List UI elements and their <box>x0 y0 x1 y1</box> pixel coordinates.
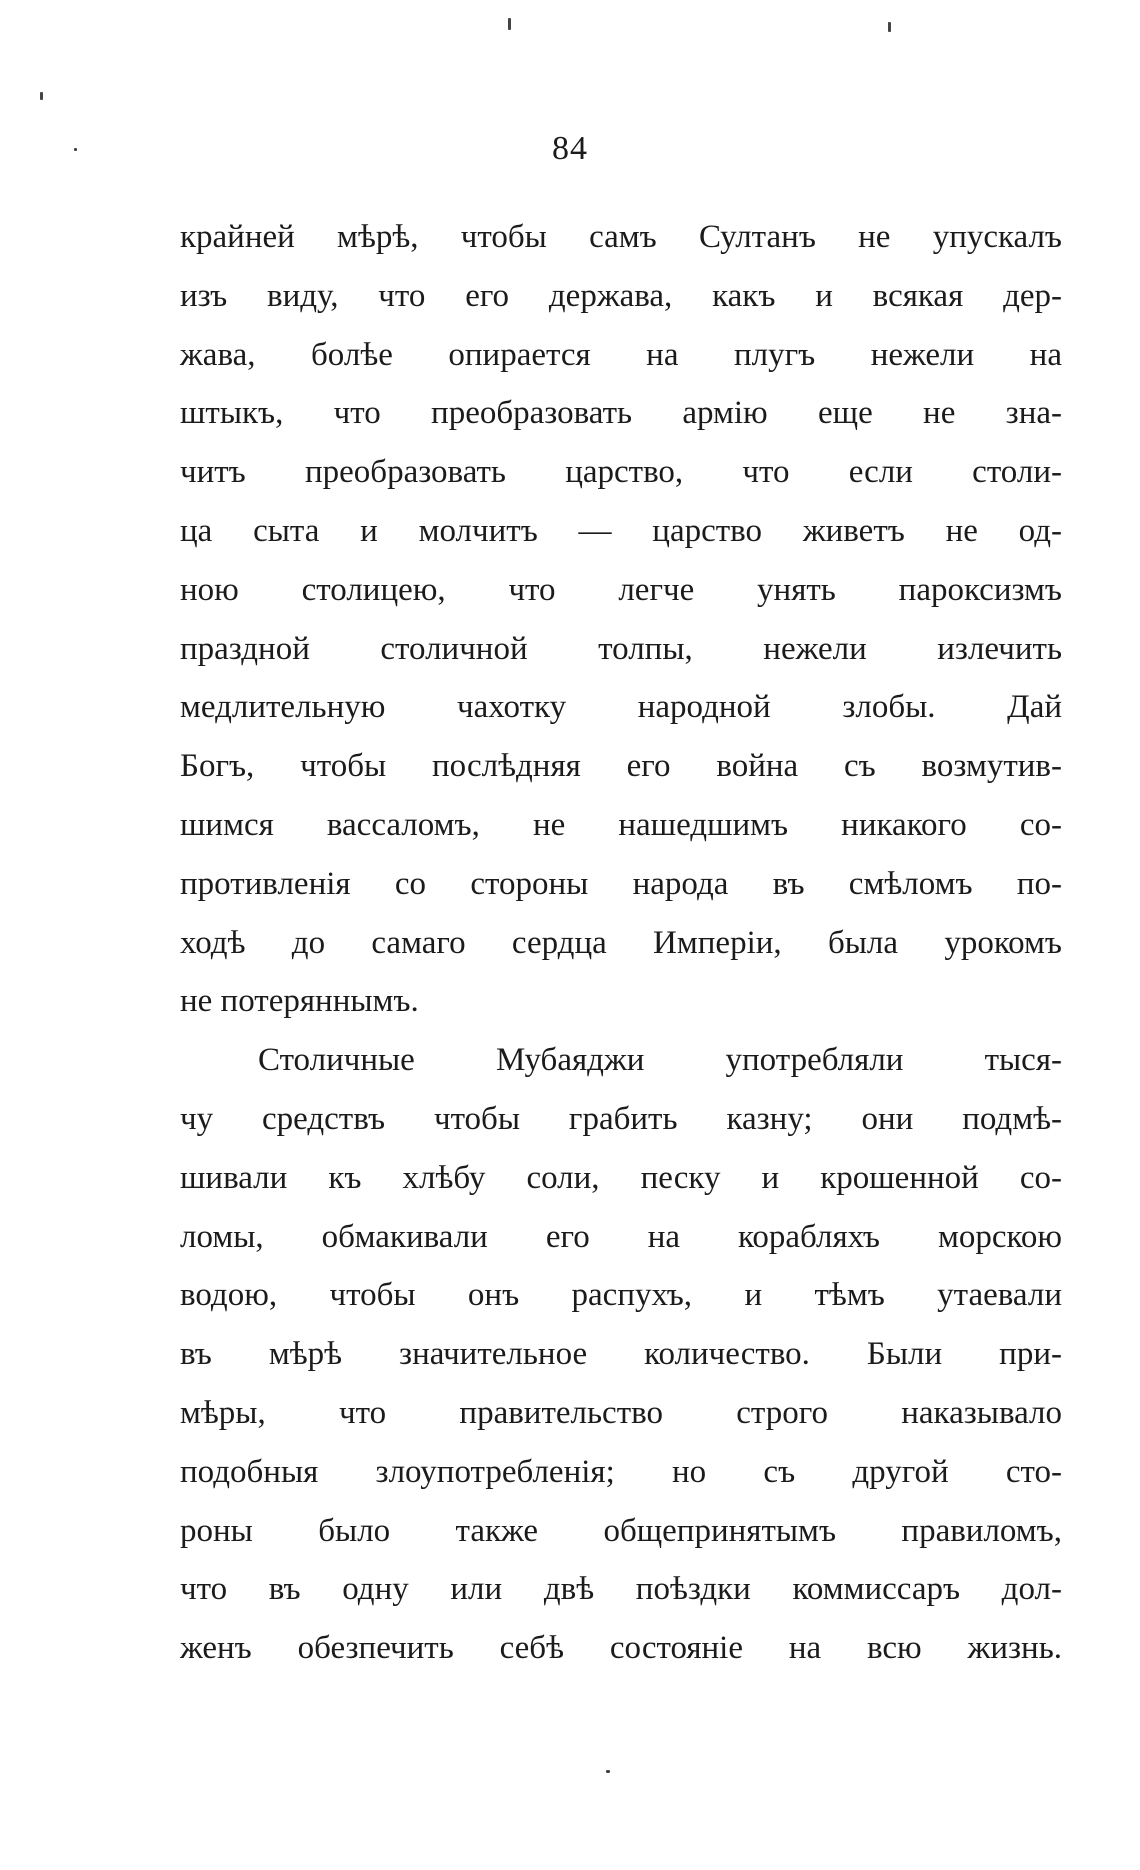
text-line: шимся вассаломъ, не нашедшимъ никакого со- <box>180 806 1062 843</box>
text-line: шивали къ хлѣбу соли, песку и крошенной со- <box>180 1159 1062 1196</box>
text-line: роны было также общепринятымъ правиломъ, <box>180 1512 1062 1549</box>
text-line: жава, болѣе опирается на плугъ нежели на <box>180 336 1062 373</box>
text-line: подобныя злоупотребленія; но съ другой сто- <box>180 1453 1062 1490</box>
text-line: штыкъ, что преобразовать армію еще не зна- <box>180 395 1062 432</box>
text-line: женъ обезпечить себѣ состояніе на всю жизнь. <box>180 1630 1062 1667</box>
text-line: ца сыта и молчитъ — царство живетъ не од- <box>180 512 1062 549</box>
text-line: изъ виду, что его держава, какъ и всякая дер- <box>180 277 1062 314</box>
page-number: 84 <box>552 130 588 167</box>
text-line: Столичные Мубаяджи употребляли тыся- <box>258 1042 1062 1079</box>
text-line: въ мѣрѣ значительное количество. Были при- <box>180 1336 1062 1373</box>
text-line: чу средствъ чтобы грабить казну; они подмѣ- <box>180 1100 1062 1137</box>
text-line: Богъ, чтобы послѣдняя его война съ возмутив- <box>180 748 1062 785</box>
text-line: медлительную чахотку народной злобы. Дай <box>180 689 1062 726</box>
text-line: крайней мѣрѣ, чтобы самъ Султанъ не упускалъ <box>180 219 1062 255</box>
ink-speck <box>888 22 891 32</box>
ink-speck <box>508 18 511 30</box>
ink-speck <box>40 92 43 100</box>
body-text <box>180 208 1062 1678</box>
text-line: что въ одну или двѣ поѣздки коммиссаръ дол- <box>180 1571 1062 1608</box>
text-line: мѣры, что правительство строго наказывало <box>180 1394 1062 1431</box>
text-line: водою, чтобы онъ распухъ, и тѣмъ утаевали <box>180 1277 1062 1314</box>
text-line: праздной столичной толпы, нежели излечить <box>180 630 1062 667</box>
text-line: читъ преобразовать царство, что если столи- <box>180 454 1062 491</box>
text-line: не потеряннымъ. <box>180 983 419 1020</box>
ink-speck <box>606 1770 610 1773</box>
text-line: ломы, обмакивали его на корабляхъ морскою <box>180 1218 1062 1255</box>
text-line: противленія со стороны народа въ смѣломъ по- <box>180 865 1062 902</box>
text-line: ною столицею, что легче унять пароксизмъ <box>180 571 1062 608</box>
text-line: ходѣ до самаго сердца Имперіи, была урокомъ <box>180 924 1062 961</box>
